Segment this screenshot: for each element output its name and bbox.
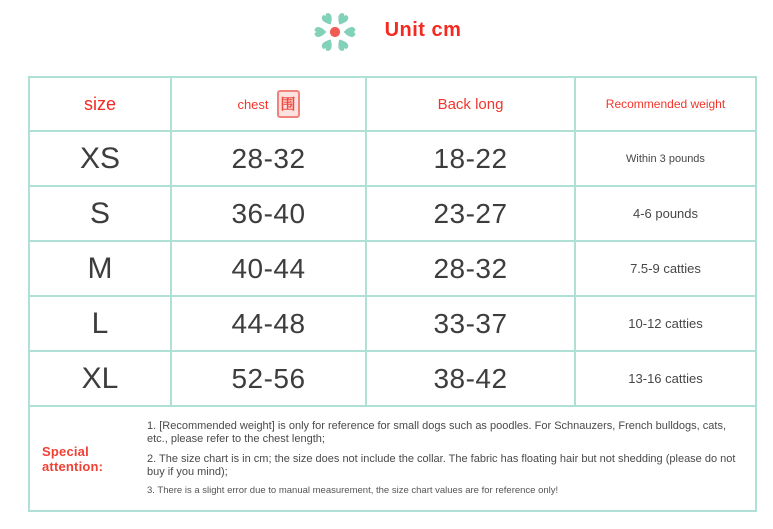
chest-cell: 44-48 (171, 296, 366, 351)
size-cell: XS (29, 131, 171, 186)
weight-cell: 10-12 catties (575, 296, 756, 351)
table-row-xs (29, 131, 756, 186)
back-long-cell: 18-22 (366, 131, 575, 186)
notes-row (29, 406, 756, 511)
back-long-cell: 33-37 (366, 296, 575, 351)
note-item-2: 2. The size chart is in cm; the size does not include the collar. The fabric has floating hair but not shedding (please do not buy if you mind); (147, 452, 736, 479)
column-header-size: size (29, 77, 171, 131)
column-header-back-long: Back long (366, 77, 575, 131)
table-row-xl (29, 351, 756, 406)
size-cell: M (29, 241, 171, 296)
flower-icon (312, 9, 358, 55)
table-row-l (29, 296, 756, 351)
notes-list (147, 407, 755, 510)
weight-cell: Within 3 pounds (575, 131, 756, 186)
chest-cell: 28-32 (171, 131, 366, 186)
column-header-chest (171, 77, 366, 131)
size-cell: L (29, 296, 171, 351)
unit-label: Unit cm (384, 19, 462, 41)
back-long-cell: 23-27 (366, 186, 575, 241)
note-item-3: 3. There is a slight error due to manual measurement, the size chart values are for reference only! (147, 485, 559, 497)
size-cell: S (29, 186, 171, 241)
chest-cell: 40-44 (171, 241, 366, 296)
column-header-chest-label: chest (237, 96, 269, 112)
chest-cell: 52-56 (171, 351, 366, 406)
table-header-row (29, 77, 756, 131)
back-long-cell: 28-32 (366, 241, 575, 296)
weight-cell: 4-6 pounds (575, 186, 756, 241)
column-header-recommended-weight: Recommended weight (575, 77, 756, 131)
girth-stamp-icon: 围 (277, 90, 300, 118)
weight-cell: 13-16 catties (575, 351, 756, 406)
size-chart-table (28, 76, 757, 512)
table-row-s (29, 186, 756, 241)
special-attention-label: Special attention: (42, 443, 104, 474)
note-item-1: 1. [Recommended weight] is only for reference for small dogs such as poodles. For Schnauzers, French bulldogs, cats, etc., please refer to the chest length; (147, 419, 727, 446)
table-row-m (29, 241, 756, 296)
chest-cell: 36-40 (171, 186, 366, 241)
back-long-cell: 38-42 (366, 351, 575, 406)
unit-header (0, 0, 773, 76)
size-cell: XL (29, 351, 171, 406)
weight-cell: 7.5-9 catties (575, 241, 756, 296)
